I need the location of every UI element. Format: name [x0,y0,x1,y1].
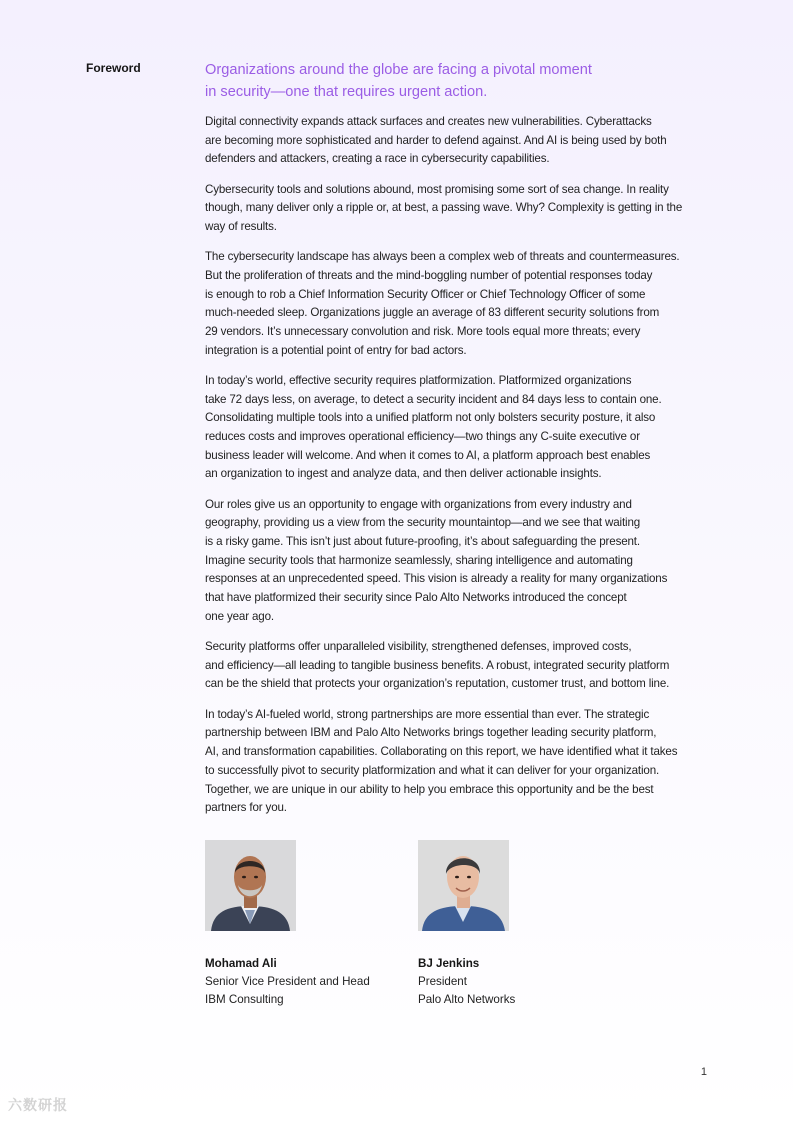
paragraph-line: business leader will welcome. And when it comes to AI, a platform approach best enables [205,448,651,462]
paragraph-line: way of results. [205,220,277,234]
paragraph-5 [205,496,725,627]
paragraph-line: 29 vendors. It’s unnecessary convolution and risk. More tools equal more threats; every [205,325,641,339]
paragraph-line: is a risky game. This isn’t just about future-proofing, it’s about safeguarding the present. [205,535,640,549]
paragraph-6 [205,638,725,694]
signer-title-line: President [418,975,467,988]
paragraph-line: Imagine security tools that harmonize seamlessly, sharing intelligence and automating [205,553,633,567]
paragraph-4 [205,372,725,484]
paragraph-2 [205,181,725,237]
signer-name: Mohamad Ali [205,957,277,970]
paragraph-line: But the proliferation of threats and the mind-boggling number of potential responses today [205,268,653,282]
paragraph-line: partners for you. [205,801,287,815]
paragraph-line: The cybersecurity landscape has always been a complex web of threats and countermeasures. [205,250,680,264]
section-label: Foreword [86,61,141,75]
paragraph-line: geography, providing us a view from the security mountaintop—and we see that waiting [205,516,641,530]
paragraph-line: and efficiency—all leading to tangible business benefits. A robust, integrated security platform [205,658,670,672]
paragraph-line: partnership between IBM and Palo Alto Networks brings together leading security platform, [205,726,657,740]
paragraph-line: In today’s world, effective security requires platformization. Platformized organizations [205,373,632,387]
paragraph-line: integration is a potential point of entry for bad actors. [205,343,467,357]
paragraph-line: that have platformized their security since Palo Alto Networks introduced the concept [205,591,627,605]
signer-title-line: Senior Vice President and Head [205,975,370,988]
paragraph-line: responses at an unprecedented speed. This vision is already a reality for many organizations [205,572,668,586]
signer-bj-jenkins [418,840,515,1009]
paragraph-line: is enough to rob a Chief Information Security Officer or Chief Technology Officer of some [205,287,646,301]
page-number: 1 [700,1066,707,1078]
paragraph-line: Together, we are unique in our ability to help you embrace this opportunity and be the best [205,782,654,796]
paragraph-line: though, many deliver only a ripple or, at best, a passing wave. Why? Complexity is getting in the [205,201,683,215]
paragraph-line: to successfully pivot to security platformization and what it can deliver for your organization. [205,763,660,777]
paragraph-line: can be the shield that protects your organization’s reputation, customer trust, and bottom line. [205,677,670,691]
paragraph-7 [205,706,725,818]
paragraph-line: reduces costs and improves operational efficiency—two things any C-suite executive or [205,430,640,444]
paragraph-line: are becoming more sophisticated and harder to defend against. And AI is being used by both [205,133,667,147]
paragraph-line: take 72 days less, on average, to detect a security incident and 84 days less to contain one. [205,392,662,406]
main-content [205,59,725,829]
portrait-photo [205,840,296,931]
headline [205,59,725,103]
paragraph-line: Cybersecurity tools and solutions abound, most promising some sort of sea change. In reality [205,182,669,196]
signer-name: BJ Jenkins [418,957,480,970]
paragraph-line: an organization to ingest and analyze data, and then deliver actionable insights. [205,467,602,481]
headline-line: in security—one that requires urgent action. [205,84,488,100]
paragraph-3 [205,248,725,360]
paragraph-1 [205,113,725,169]
paragraph-line: Our roles give us an opportunity to engage with organizations from every industry and [205,497,632,511]
signer-title-line: IBM Consulting [205,993,284,1006]
headline-line: Organizations around the globe are facing a pivotal moment [205,62,592,78]
paragraph-line: AI, and transformation capabilities. Collaborating on this report, we have identified what it takes [205,745,678,759]
paragraph-line: In today’s AI-fueled world, strong partnerships are more essential than ever. The strategic [205,707,650,721]
signer-mohamad-ali [205,840,370,1009]
paragraph-line: one year ago. [205,609,274,623]
paragraph-line: defenders and attackers, creating a race in cybersecurity capabilities. [205,152,550,166]
signer-title-line: Palo Alto Networks [418,993,516,1006]
paragraph-line: much-needed sleep. Organizations juggle an average of 83 different security solutions from [205,306,660,320]
paragraph-line: Consolidating multiple tools into a unified platform not only bolsters security posture, it also [205,411,656,425]
signatories [205,840,705,1020]
paragraph-line: Security platforms offer unparalleled visibility, strengthened defenses, improved costs, [205,640,632,654]
paragraph-line: Digital connectivity expands attack surfaces and creates new vulnerabilities. Cyberattacks [205,115,652,128]
watermark: 六数研报 [8,1097,68,1113]
portrait-photo [418,840,509,931]
